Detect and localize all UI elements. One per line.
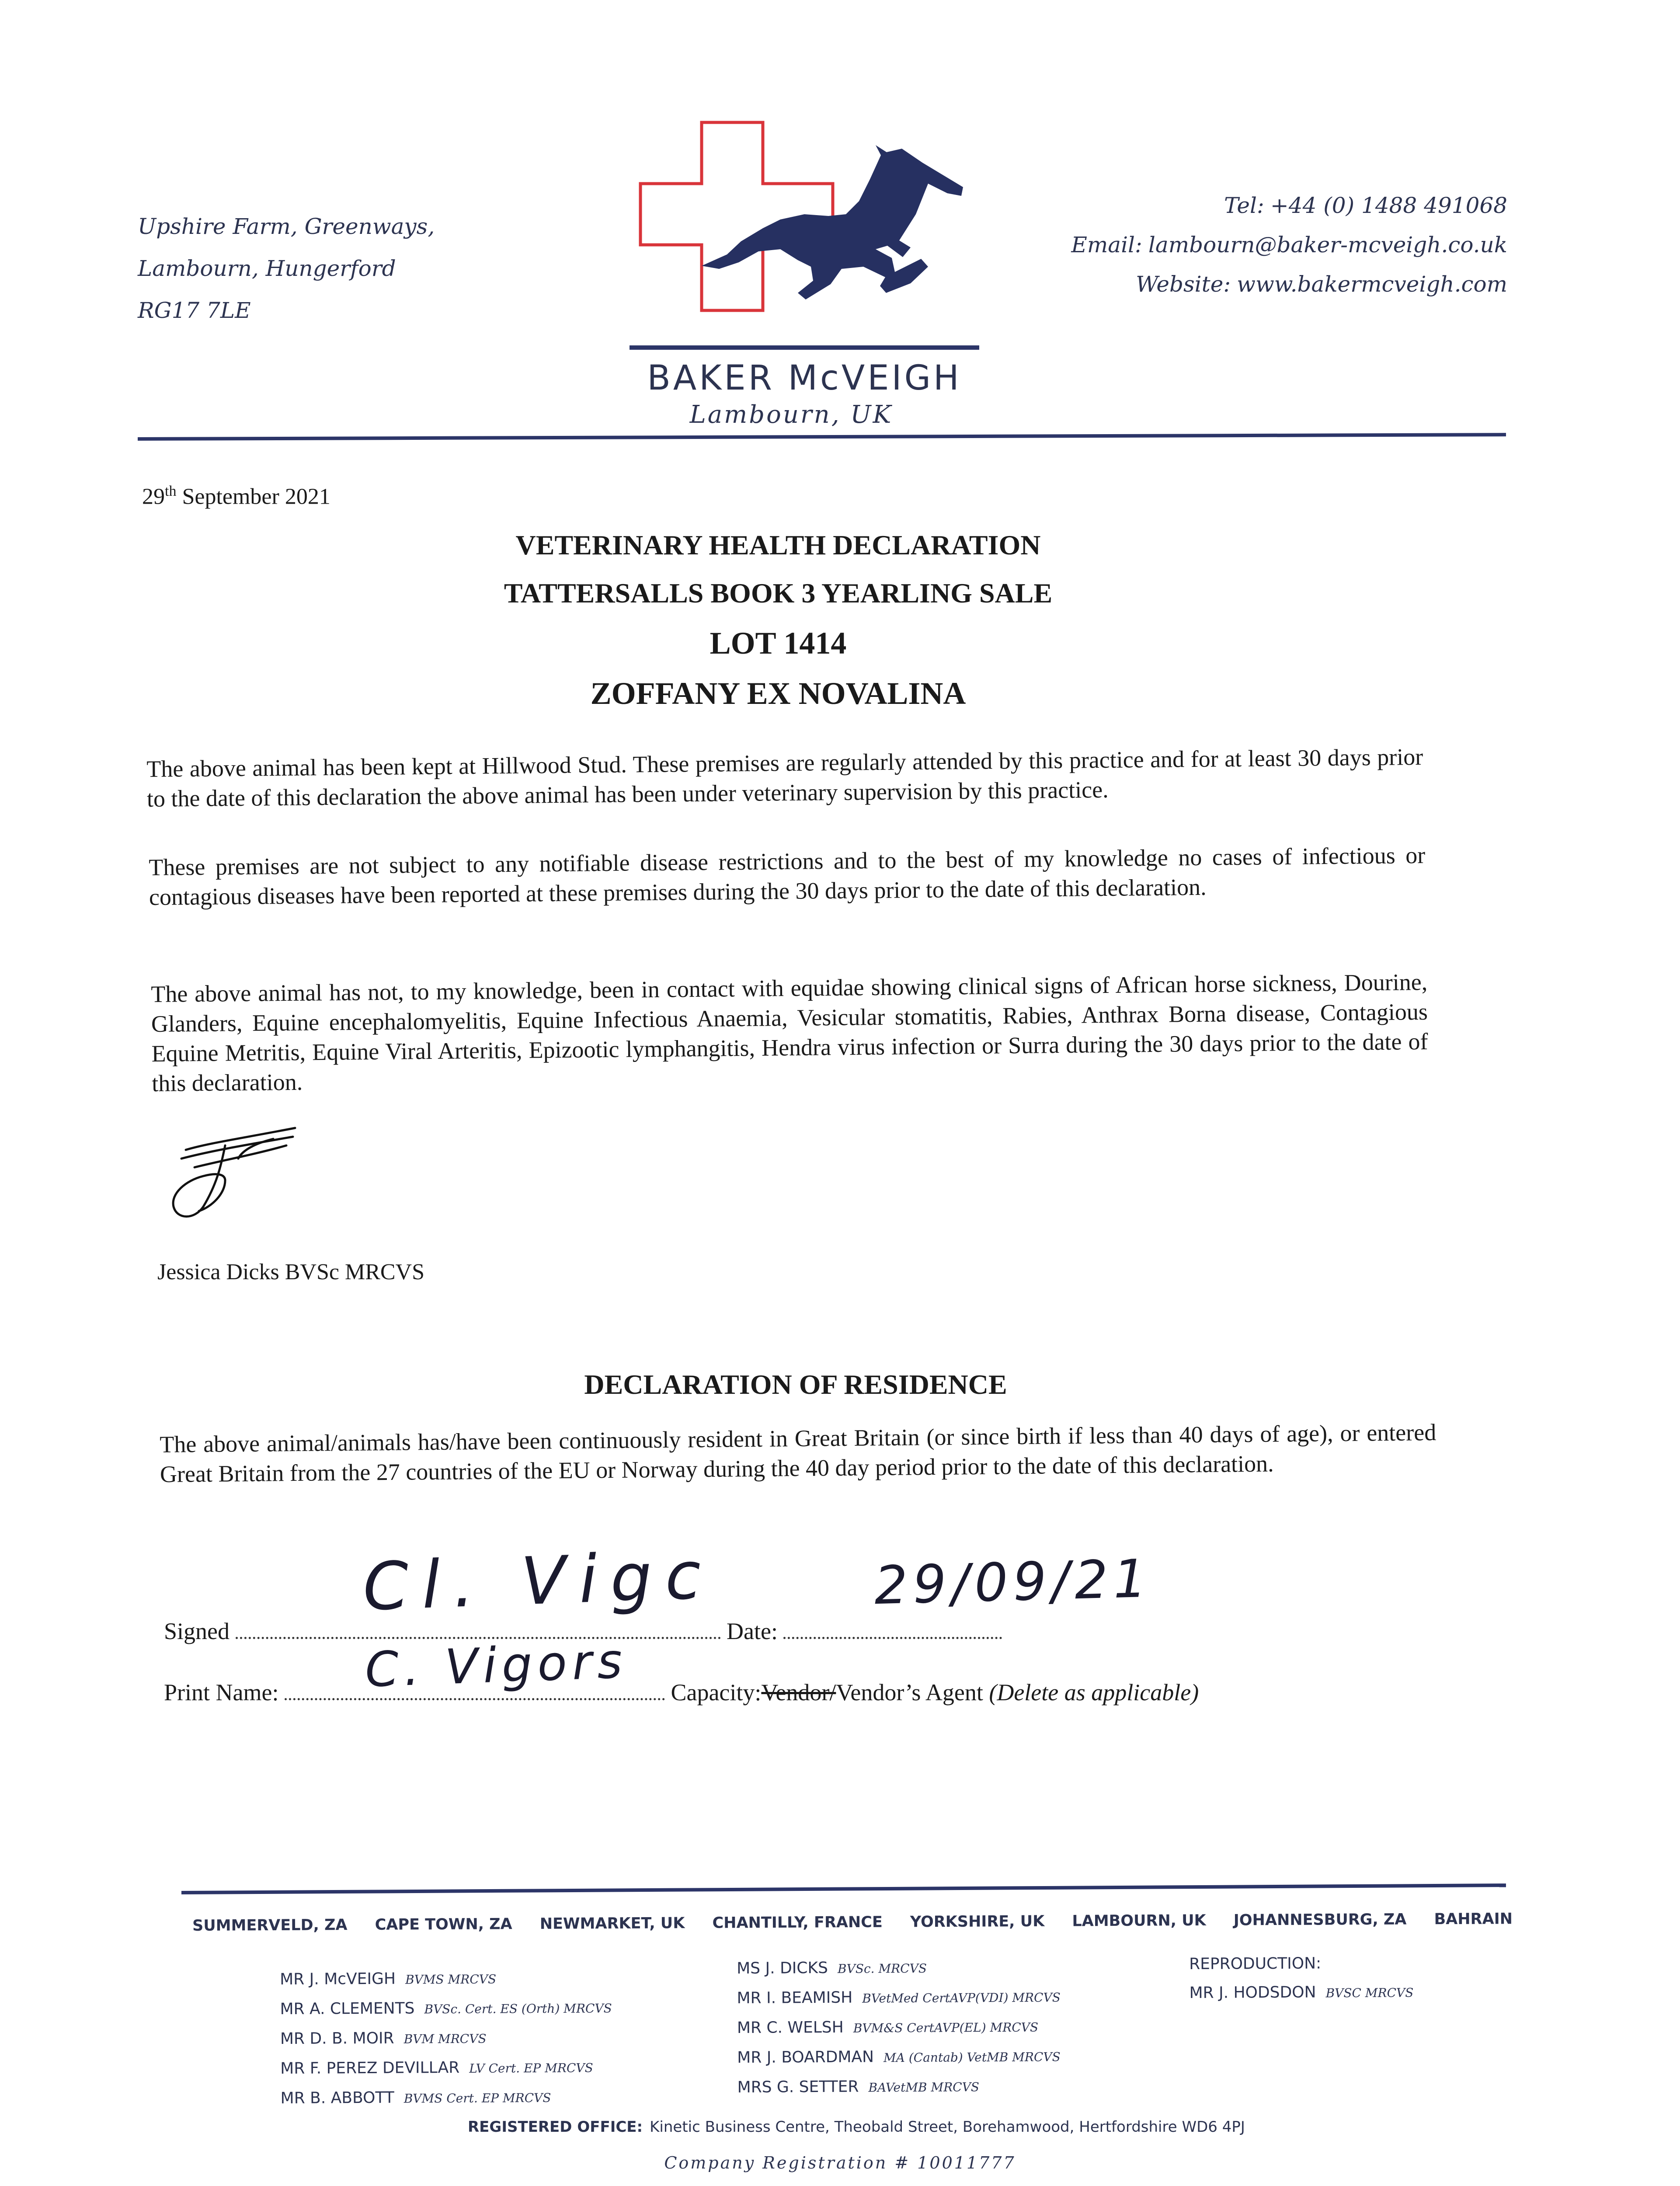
staff-column-1 xyxy=(280,1963,612,2114)
brand-name: BAKER McVEIGH xyxy=(647,359,962,398)
staff-name: MR A. CLEMENTS xyxy=(280,1999,415,2018)
staff-quals: BVM MRCVS xyxy=(403,2031,487,2047)
staff-quals: BVSc. Cert. ES (Orth) MRCVS xyxy=(424,2001,612,2017)
handwritten-signature: Cl. Vigc xyxy=(362,1537,716,1626)
capacity-label: Capacity: xyxy=(671,1679,762,1706)
signer-name: Jessica Dicks BVSc MRCVS xyxy=(157,1260,425,1284)
sale-title: TATTERSALLS BOOK 3 YEARLING SALE xyxy=(504,578,1053,609)
practice-address xyxy=(138,205,435,331)
print-name-field[interactable] xyxy=(285,1698,665,1700)
website-line xyxy=(1071,265,1507,304)
location-item: CHANTILLY, FRANCE xyxy=(712,1913,883,1932)
handwritten-name: C. Vigors xyxy=(364,1633,629,1698)
staff-entry xyxy=(737,2012,1061,2043)
residence-paragraph: The above animal/animals has/have been continuously resident in Great Britain (or since birth if less than 40 days of age), or entered Great Britain from the 27 countries of the EU or Norway during the 40 day period prior to the date of this declaration. xyxy=(160,1419,1437,1487)
staff-name: MR J. HODSDON xyxy=(1189,1983,1316,2002)
staff-entry xyxy=(280,2053,612,2084)
registered-office-address: Kinetic Business Centre, Theobald Street, Borehamwood, Hertfordshire WD6 4PJ xyxy=(650,2118,1245,2136)
contact-details xyxy=(1071,186,1507,304)
premises-paragraph: These premises are not subject to any notifiable disease restrictions and to the best of my knowledge no cases of infectious or contagious diseases have been reported at these premises during the 30 days prior to the date of this declaration. xyxy=(149,842,1426,910)
signed-label: Signed xyxy=(164,1618,230,1644)
staff-entry xyxy=(737,2071,1061,2103)
date-label: Date: xyxy=(727,1618,778,1644)
address-line: Upshire Farm, Greenways, xyxy=(138,214,435,239)
staff-entry xyxy=(280,1963,612,1995)
registered-office xyxy=(468,2118,1245,2136)
location-item: CAPE TOWN, ZA xyxy=(375,1915,512,1934)
declaration-title: VETERINARY HEALTH DECLARATION xyxy=(515,529,1041,560)
staff-entry xyxy=(1189,1977,1413,2008)
website-value: www.bakermcveigh.com xyxy=(1237,272,1507,297)
location-item: LAMBOURN, UK xyxy=(1072,1911,1206,1930)
location-item: SUMMERVELD, ZA xyxy=(192,1916,348,1935)
staff-quals: LV Cert. EP MRCVS xyxy=(469,2061,593,2076)
staff-quals: BVSc. MRCVS xyxy=(837,1961,927,1976)
staff-name: MRS G. SETTER xyxy=(737,2078,859,2096)
staff-quals: BVMS Cert. EP MRCVS xyxy=(403,2090,551,2106)
staff-entry xyxy=(280,2082,612,2114)
supervision-paragraph: The above animal has been kept at Hillwood Stud. These premises are regularly attended by this practice and for at least 30 days prior to the date of this declaration the above animal has been under veterinary supervision by this practice. xyxy=(146,743,1423,812)
staff-quals: BVMS MRCVS xyxy=(405,1972,497,1987)
staff-entry xyxy=(737,1982,1061,2014)
horse-name: ZOFFANY EX NOVALINA xyxy=(590,676,966,711)
residence-title: DECLARATION OF RESIDENCE xyxy=(584,1369,1007,1400)
email-value: lambourn@baker-mcveigh.co.uk xyxy=(1148,232,1507,258)
brand-block xyxy=(630,345,979,429)
office-locations xyxy=(192,1910,1513,1935)
location-item: NEWMARKET, UK xyxy=(539,1914,685,1933)
staff-name: MR D. B. MOIR xyxy=(280,2029,394,2048)
email-line xyxy=(1071,225,1507,265)
address-line: RG17 7LE xyxy=(138,298,251,323)
location-item: BAHRAIN xyxy=(1434,1910,1513,1928)
capacity-value: Vendor’s Agent xyxy=(836,1679,983,1706)
footer-divider xyxy=(181,1883,1506,1894)
capacity-struck-option: Vendor/ xyxy=(761,1679,836,1706)
date-day: 29 xyxy=(142,484,165,509)
lot-number: LOT 1414 xyxy=(710,626,847,661)
print-name-label: Print Name: xyxy=(164,1679,279,1706)
staff-name: MR B. ABBOTT xyxy=(280,2089,394,2107)
staff-quals: BVSC MRCVS xyxy=(1325,1985,1414,2001)
staff-name: MS J. DICKS xyxy=(737,1959,828,1977)
red-cross-horse-logo xyxy=(636,118,968,328)
print-name-row xyxy=(164,1679,1199,1706)
staff-entry xyxy=(737,2042,1061,2073)
brand-rule xyxy=(630,345,979,350)
disease-contact-paragraph: The above animal has not, to my knowledge, been in contact with equidae showing clinical signs of African horse sickness, Dourine, Glanders, Equine encephalomyelitis, Equine Infectious Anaemia, Vesicular stomatitis, Rabies, Anthrax Borna disease, Contagious Equine Metritis, Equine Viral Arteritis, Epizootic lymphangitis, Hendra virus infection or Surra during the 30 days prior to the date of this declaration. xyxy=(151,968,1428,1096)
staff-quals: MA (Cantab) VetMB MRCVS xyxy=(883,2050,1061,2065)
staff-quals: BVM&S CertAVP(EL) MRCVS xyxy=(853,2020,1039,2036)
location-item: JOHANNESBURG, ZA xyxy=(1233,1911,1407,1929)
vet-signature xyxy=(168,1119,308,1229)
staff-name: MR C. WELSH xyxy=(737,2018,844,2037)
date-field[interactable] xyxy=(783,1637,1002,1639)
date-suffix: th xyxy=(165,483,177,499)
registered-office-label: REGISTERED OFFICE: xyxy=(468,2118,643,2136)
staff-name: MR J. BOARDMAN xyxy=(737,2048,874,2067)
email-label: Email: xyxy=(1071,232,1142,258)
date-month-year: September 2021 xyxy=(176,484,330,509)
reproduction-label: REPRODUCTION: xyxy=(1189,1954,1322,1973)
staff-column-3 xyxy=(1189,1949,1414,2008)
brand-place: Lambourn, UK xyxy=(689,400,893,429)
company-registration: Company Registration # 10011777 xyxy=(664,2153,1016,2172)
horse-icon xyxy=(702,145,963,299)
header-divider xyxy=(138,433,1506,441)
staff-quals: BVetMed CertAVP(VDI) MRCVS xyxy=(862,1990,1061,2006)
staff-name: MR I. BEAMISH xyxy=(737,1988,853,2007)
document-date xyxy=(142,483,330,509)
address-line: Lambourn, Hungerford xyxy=(138,256,396,281)
staff-entry xyxy=(737,1953,1061,1984)
handwritten-date: 29/09/21 xyxy=(873,1548,1153,1617)
staff-column-2 xyxy=(737,1953,1061,2103)
capacity-note: (Delete as applicable) xyxy=(989,1679,1199,1706)
location-item: YORKSHIRE, UK xyxy=(910,1912,1045,1931)
staff-name: MR F. PEREZ DEVILLAR xyxy=(280,2058,460,2078)
phone-value: +44 (0) 1488 491068 xyxy=(1270,193,1507,218)
staff-entry xyxy=(280,2023,612,2054)
staff-entry xyxy=(280,1993,612,2025)
staff-quals: BAVetMB MRCVS xyxy=(868,2080,980,2095)
phone-line xyxy=(1071,186,1507,225)
staff-name: MR J. McVEIGH xyxy=(280,1970,396,1988)
phone-label: Tel: xyxy=(1224,193,1264,218)
website-label: Website: xyxy=(1136,272,1231,297)
